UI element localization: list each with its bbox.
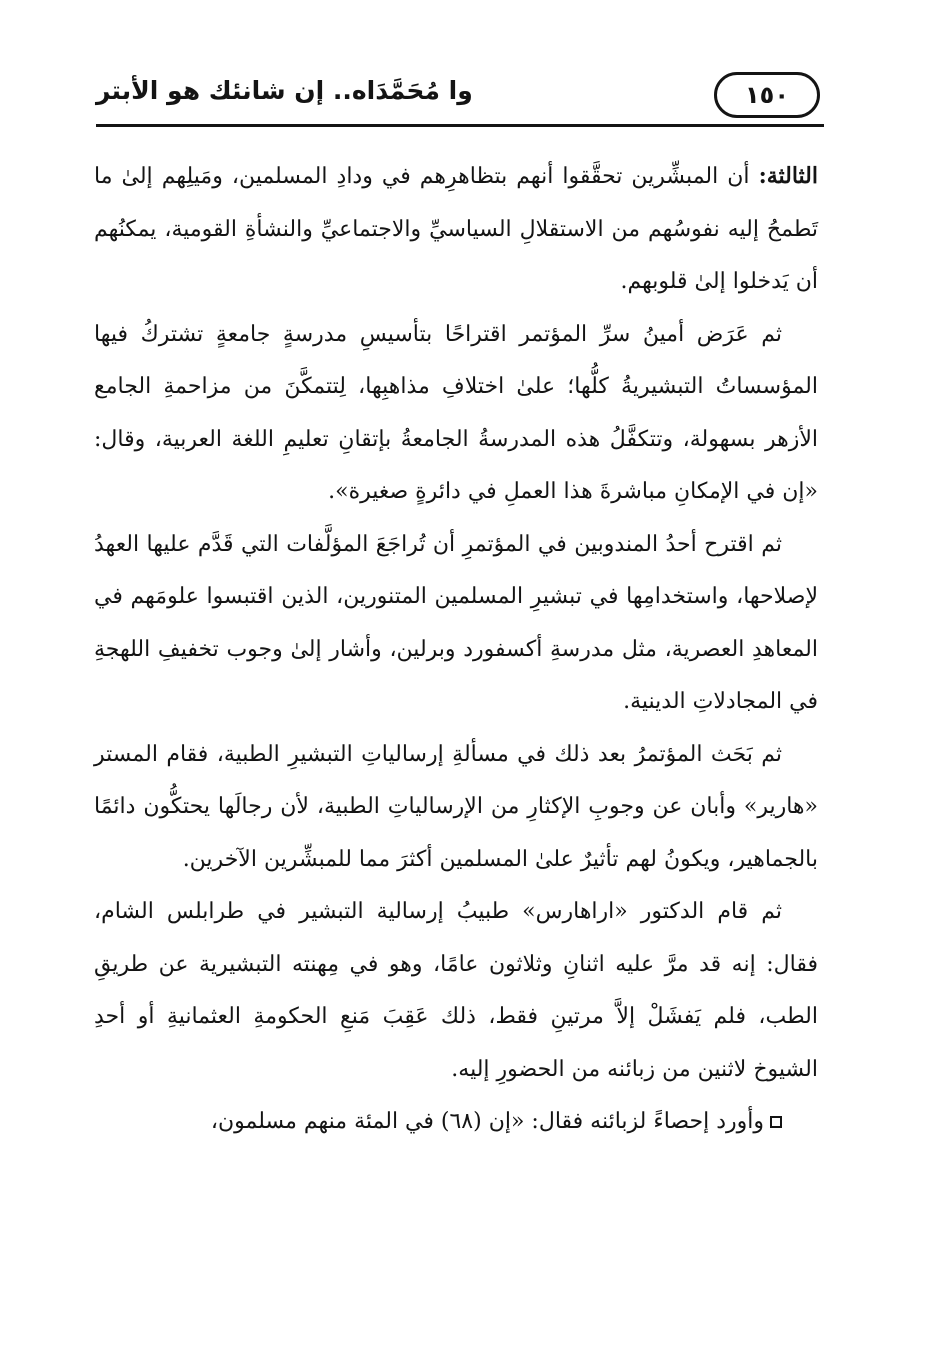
page-header [96, 72, 824, 128]
paragraph-text: ثم اقترح أحدُ المندوبين في المؤتمرِ أن تُراجَعَ المؤلَّفات التي قَدَّم عليها العهدُ لإصلاحها، واستخدامِها في تبشيرِ المسلمين المتنورين، الذين اقتبسوا علومَهم في المعاهدِ العصرية، مثل مدرسةِ أكسفورد وبرلين، وأشار إلىٰ وجوب تخفيفِ اللهجةِ في المجادلاتِ الدينية. [94, 531, 818, 714]
paragraph-4 [94, 729, 818, 887]
paragraph-text: وأورد إحصاءً لزبائنه فقال: «إن (٦٨) في المئة منهم مسلمون، [210, 1109, 764, 1134]
paragraph-text: ثم عَرَض أمينُ سرِّ المؤتمر اقتراحًا بتأسيسِ مدرسةٍ جامعةٍ تشتركُ فيها المؤسساتُ التبشيريةُ كلُّها؛ علىٰ اختلافِ مذاهبِها، لِتتمكَّنَ من مزاحمةِ الجامع الأزهر بسهولة، وتتكفَّلُ هذه المدرسةُ الجامعةُ بإتقانِ تعليمِ اللغة العربية، وقال: «إن في الإمكانِ مباشرةَ هذا العملِ في دائرةٍ صغيرة». [94, 321, 818, 504]
square-bullet-icon [770, 1116, 782, 1128]
page-number-badge [714, 72, 820, 118]
paragraph-1 [94, 150, 818, 309]
paragraph-3 [94, 519, 818, 729]
paragraph-2 [94, 309, 818, 519]
header-rule [96, 124, 824, 127]
paragraph-text: ثم بَحَث المؤتمرُ بعد ذلك في مسألةِ إرسالياتِ التبشيرِ الطبية، فقام المستر «هارير» وأبان عن وجوبِ الإكثارِ من الإرسالياتِ الطبية، لأن رجالَها يحتكُّون دائمًا بالجماهير، ويكونُ لهم تأثيرٌ علىٰ المسلمين أكثرَ مما للمبشِّرين الآخرين. [94, 741, 818, 872]
running-title: وا مُحَمَّدَاه.. إن شانئك هو الأبتر [96, 76, 473, 105]
paragraph-lead: الثالثة: [758, 163, 818, 189]
paragraph-6 [94, 1096, 818, 1149]
body-text [94, 150, 818, 1149]
paragraph-text: ثم قام الدكتور «اراهارس» طبيبُ إرسالية التبشير في طرابلس الشام، فقال: إنه قد مرَّ عليه اثنانِ وثلاثون عامًا، وهو في مِهنته التبشيرية عن طريقِ الطب، فلم يَفشَلْ إلاَّ مرتينِ فقط، ذلك عَقِبَ مَنعِ الحكومةِ العثمانيةِ أو أحدِ الشيوخ لاثنين من زبائنه من الحضورِ إليه. [94, 899, 818, 1082]
page-number: ١٥٠ [745, 81, 789, 109]
paragraph-text: أن المبشِّرين تحقَّقوا أنهم بتظاهرِهم في ودادِ المسلمين، ومَيلِهم إلىٰ ما تَطمحُ إليه نفوسُهم من الاستقلالِ السياسيِّ والاجتماعيِّ والنشأةِ القومية، يمكنُهم أن يَدخلوا إلىٰ قلوبهم. [94, 164, 818, 294]
paragraph-5 [94, 886, 818, 1096]
